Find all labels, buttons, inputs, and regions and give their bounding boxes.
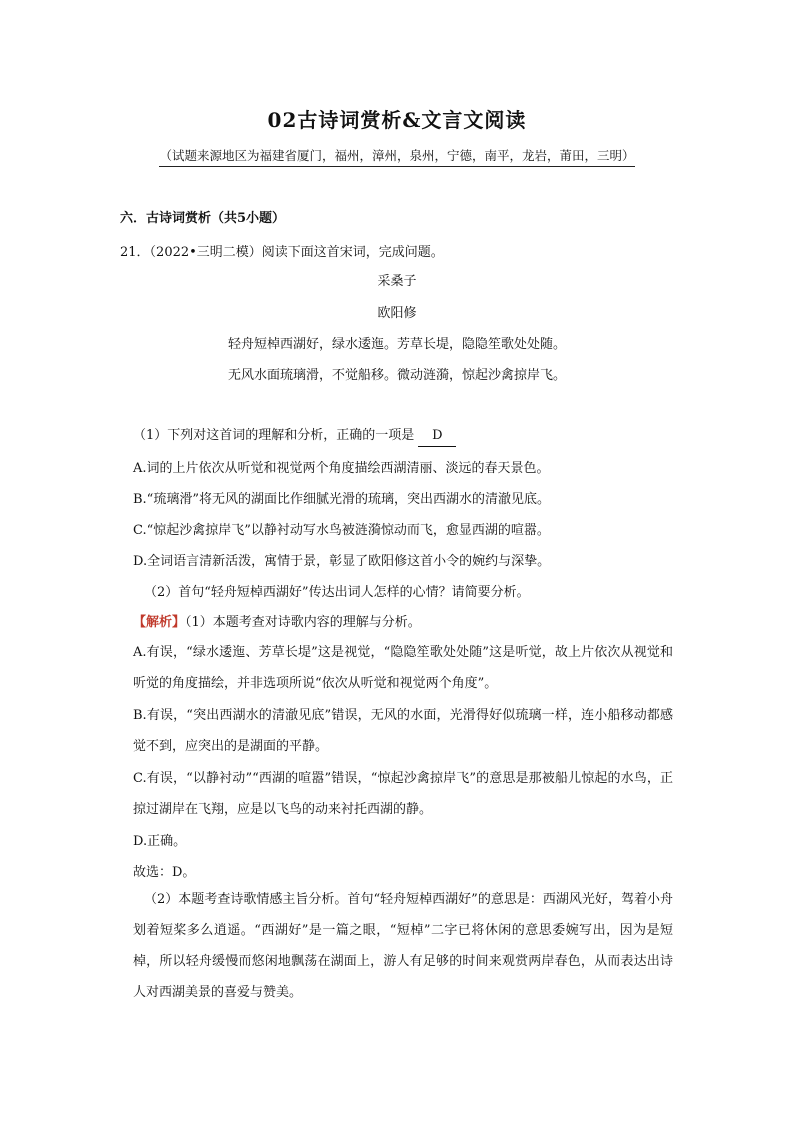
document-title: 02古诗词赏析&文言文阅读: [267, 108, 527, 132]
poem-line-2: 无风水面琉璃滑，不觉船移。微动涟漪，惊起沙禽掠岸飞。: [227, 368, 566, 383]
question-1-answer: D: [418, 426, 456, 447]
analysis-intro: （1）本题考查对诗歌内容的理解与分析。: [185, 615, 421, 630]
analysis-b: B.有误，“突出西湖水的清澈见底”错误，无风的水面，光滑得好似琉璃一样，连小船移动都感觉不到，应突出的是湖面的平静。: [133, 708, 673, 754]
analysis-choice: 故选：D。: [133, 865, 196, 880]
question-1: [133, 426, 693, 447]
subtitle-text: （试题来源地区为福建省厦门，福州，漳州，泉州，宁德，南平，龙岩，莆田，三明）: [159, 146, 634, 167]
question-1-text: （1）下列对这首词的理解和分析，正确的一项是: [133, 428, 415, 443]
poem-title: 采桑子: [377, 274, 417, 289]
document-subtitle: [0, 146, 794, 167]
question-intro: 21．（2022•三明二模）阅读下面这首宋词，完成问题。: [120, 245, 444, 260]
analysis-a: A.有误，“绿水逶迤、芳草长堤”这是视觉，“隐隐笙歌处处随”这是听觉，故上片依次从视觉和听觉的角度描绘，并非选项所说“依次从听觉和视觉两个角度”。: [133, 645, 673, 691]
poem-author: 欧阳修: [377, 306, 417, 321]
option-d: D.全词语言清新活泼，寓情于景，彰显了欧阳修这首小令的婉约与深挚。: [133, 554, 551, 569]
option-b: B.“琉璃滑”将无风的湖面比作细腻光滑的琉璃，突出西湖水的清澈见底。: [133, 492, 550, 507]
analysis-part-2: （2）本题考查诗歌情感主旨分析。首句“轻舟短棹西湖好”的意思是：西湖风光好，驾着小舟划着短桨多么逍遥。“西湖好”是一篇之眼，“短棹”二字已将休闲的意思委婉写出，因为是短棹，所以轻舟缓慢而悠闲地飘荡在湖面上，游人有足够的时间来观赏两岸春色，从而表达出诗人对西湖美景的喜爱与赞美。: [133, 892, 673, 1000]
option-c: C.“惊起沙禽掠岸飞”以静衬动写水鸟被涟漪惊动而飞，愈显西湖的喧嚣。: [133, 523, 550, 538]
analysis-d: D.正确。: [133, 834, 187, 849]
section-heading: 六．古诗词赏析（共5小题）: [120, 211, 286, 226]
analysis-tag: 【解析】: [133, 615, 186, 630]
option-a: A.词的上片依次从听觉和视觉两个角度描绘西湖清丽、淡远的春天景色。: [133, 461, 550, 476]
analysis-header: [133, 611, 421, 630]
poem-line-1: 轻舟短棹西湖好，绿水逶迤。芳草长堤，隐隐笙歌处处随。: [227, 337, 566, 352]
question-2: （2）首句“轻舟短棹西湖好”传达出词人怎样的心情？请简要分析。: [144, 585, 530, 600]
analysis-c: C.有误，“以静衬动”“西湖的喧嚣”错误，“惊起沙禽掠岸飞”的意思是那被船儿惊起的水鸟，正掠过湖岸在飞翔，应是以飞鸟的动来衬托西湖的静。: [133, 771, 673, 817]
